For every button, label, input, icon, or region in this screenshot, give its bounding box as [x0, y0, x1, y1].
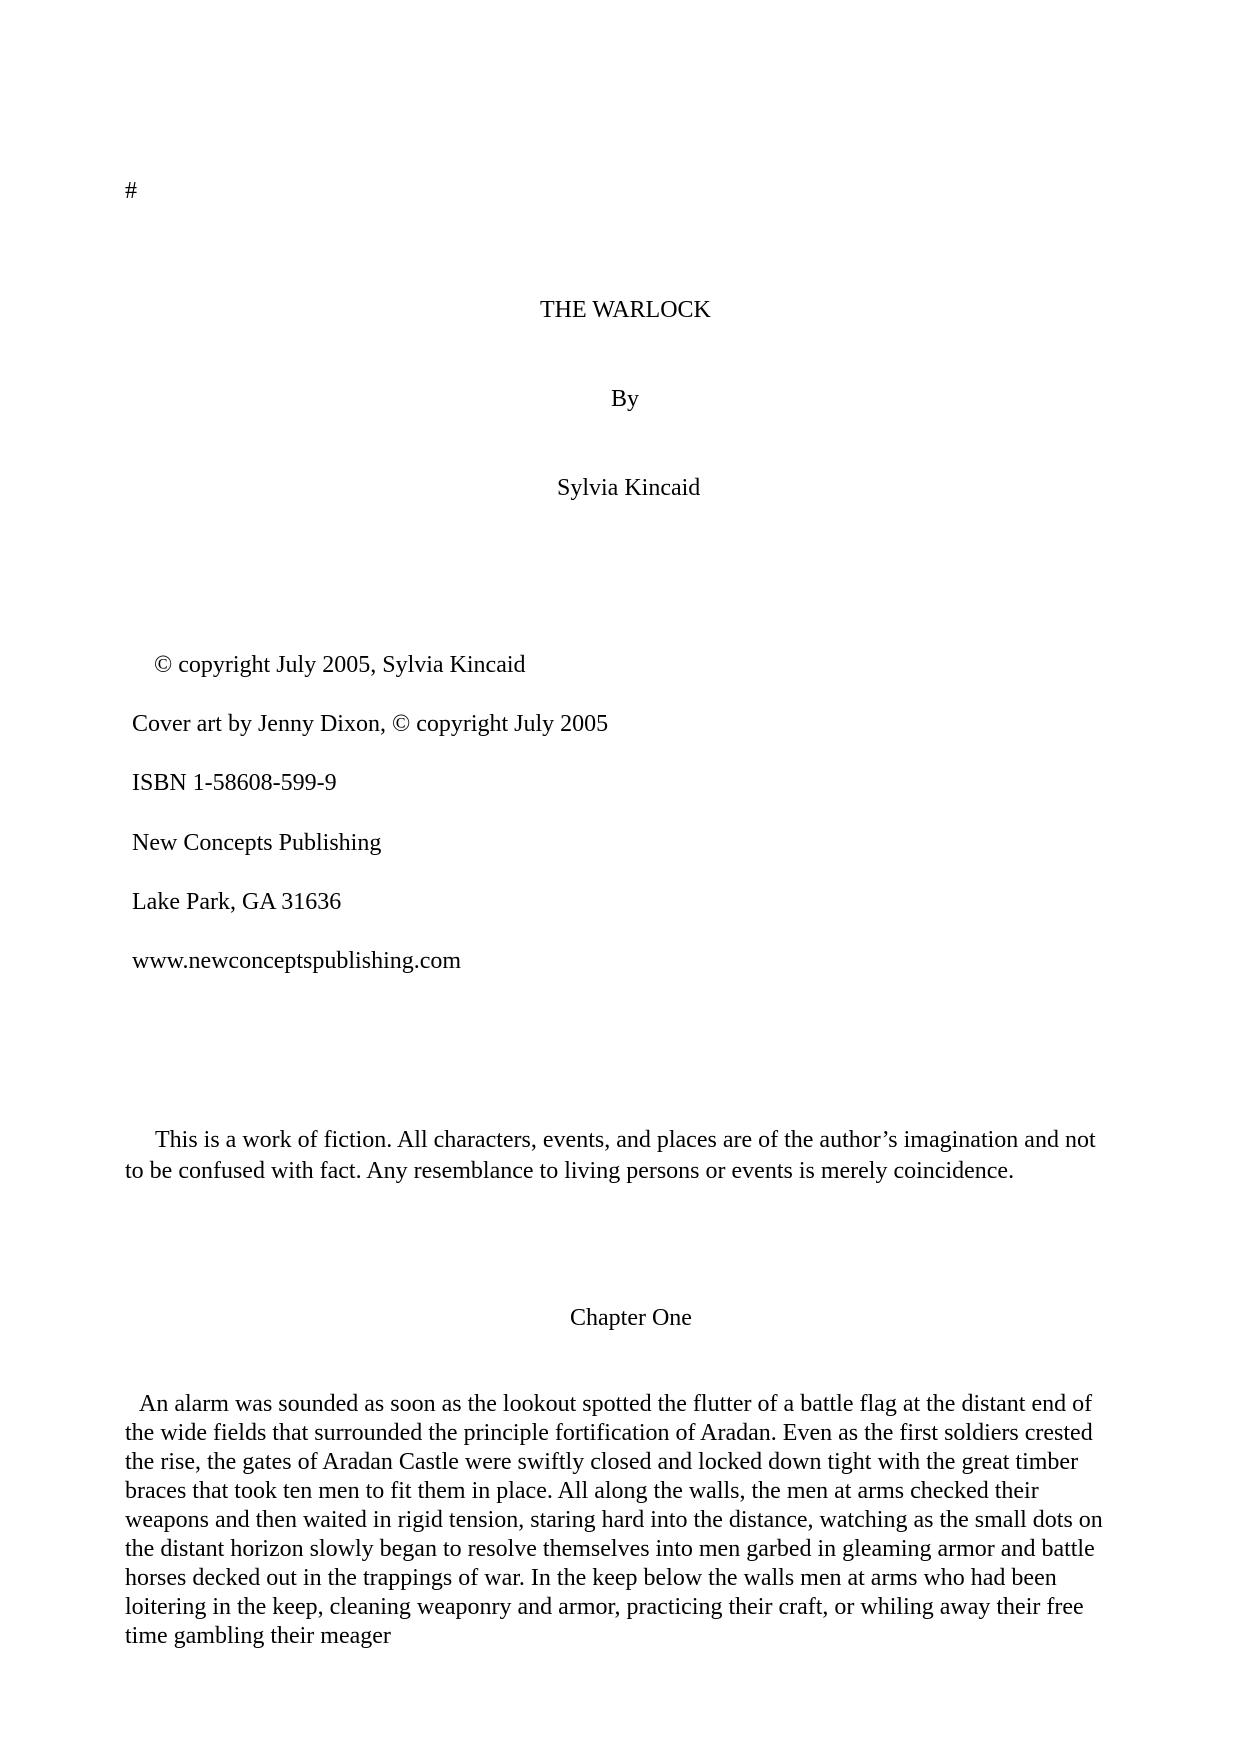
chapter-paragraph: An alarm was sounded as soon as the lookout spotted the flutter of a battle flag at the distant end of the wide fields that surrounded the principle fortification of Aradan. Even as the first soldiers crested the rise, the gates of Aradan Castle were swiftly closed and locked down tight with the great timber braces that took ten men to fit them in place. All along the walls, the men at arms checked their weapons and then waited in rigid tension, staring hard into the distance, watching as the small dots on the distant horizon slowly began to resolve themselves into men garbed in gleaming armor and battle horses decked out in the trappings of war. In the keep below the walls men at arms who had been loitering in the keep, cleaning weaponry and armor, practicing their craft, or whiling away their free time gambling their meager: [125, 1391, 1103, 1649]
byline-label: By: [611, 386, 640, 412]
fiction-disclaimer: This is a work of fiction. All characters, events, and places are of the author’s imagination and not to be confused with fact. Any resemblance to living persons or events is merely coincidence.: [125, 1127, 1096, 1184]
section-marker: #: [125, 178, 137, 204]
chapter-heading: Chapter One: [570, 1305, 692, 1331]
author-name: Sylvia Kincaid: [557, 475, 701, 501]
book-title: THE WARLOCK: [540, 297, 711, 323]
isbn: ISBN 1-58608-599-9: [132, 770, 337, 796]
publisher-location: Lake Park, GA 31636: [132, 889, 342, 915]
publisher-website: www.newconceptspublishing.com: [132, 948, 462, 974]
cover-art-credit: Cover art by Jenny Dixon, © copyright July 2005: [132, 711, 609, 737]
publisher-name: New Concepts Publishing: [132, 830, 382, 856]
copyright-notice: © copyright July 2005, Sylvia Kincaid: [154, 652, 526, 678]
